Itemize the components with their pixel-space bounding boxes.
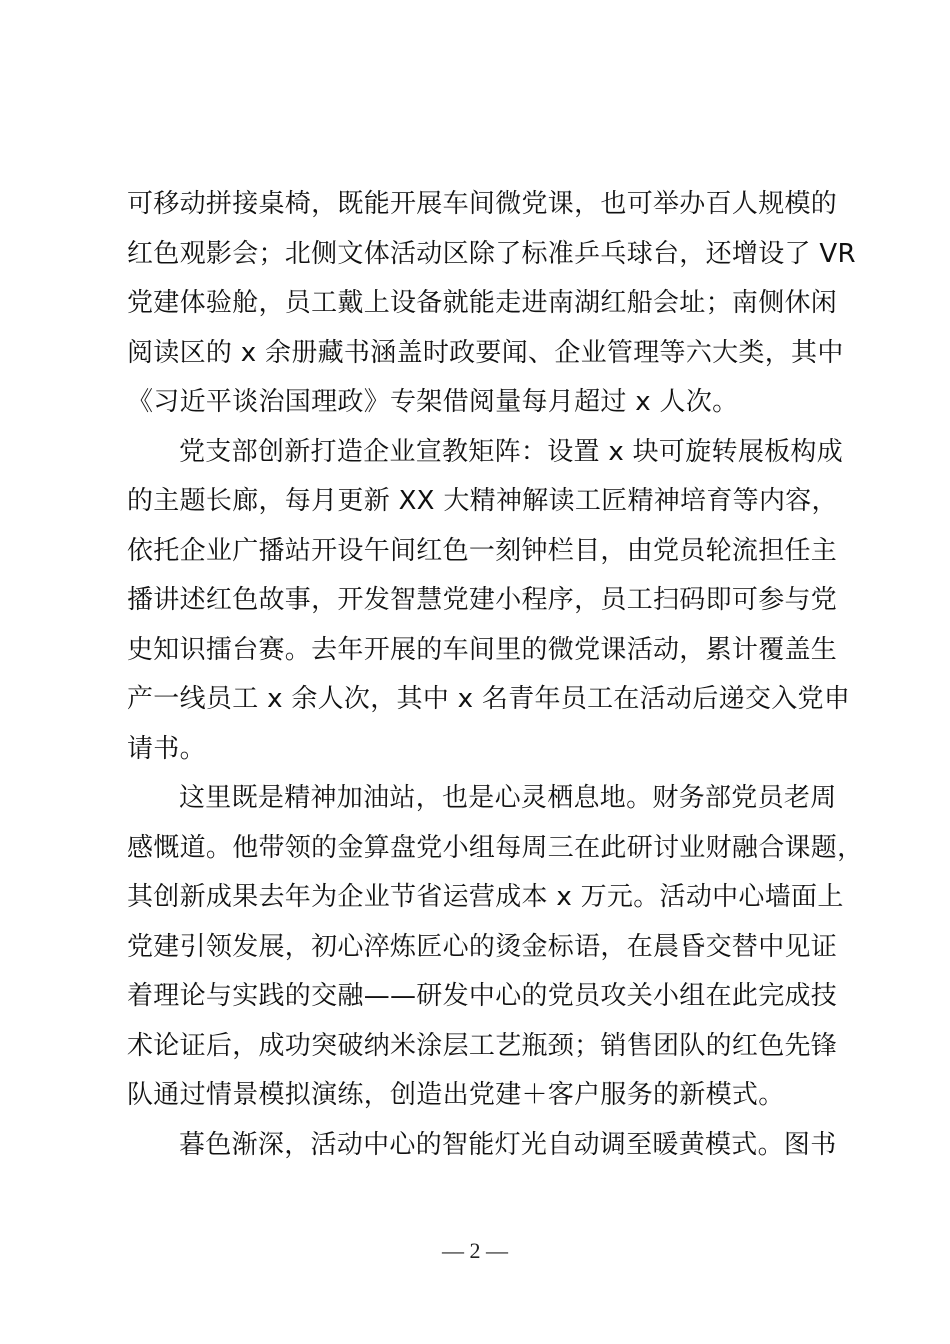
text-line: 播讲述红色故事，开发智慧党建小程序，员工扫码即可参与党 xyxy=(127,585,838,615)
text-line: 产一线员工 x 余人次，其中 x 名青年员工在活动后递交入党申 xyxy=(127,684,851,714)
text-line: 党建引领发展，初心淬炼匠心的烫金标语，在晨昏交替中见证 xyxy=(127,931,838,962)
paragraph-start-line: 这里既是精神加油站，也是心灵栖息地。财务部党员老周 xyxy=(179,783,837,813)
text-line: 可移动拼接桌椅，既能开展车间微党课，也可举办百人规模的 xyxy=(127,189,838,219)
text-line: 阅读区的 x 余册藏书涵盖时政要闻、企业管理等六大类，其中 xyxy=(127,337,844,368)
text-line: 的主题长廊，每月更新 XX 大精神解读工匠精神培育等内容， xyxy=(127,486,838,516)
body-text xyxy=(127,180,864,1170)
text-line: 感慨道。他带领的金算盘党小组每周三在此研讨业财融合课题， xyxy=(127,832,864,863)
page-number: — 2 — xyxy=(442,1238,508,1263)
text-line: 依托企业广播站开设午间红色一刻钟栏目，由党员轮流担任主 xyxy=(127,535,838,566)
text-line: 请书。 xyxy=(127,733,206,764)
text-line: 术论证后，成功突破纳米涂层工艺瓶颈；销售团队的红色先锋 xyxy=(127,1030,838,1061)
text-line: 着理论与实践的交融——研发中心的党员攻关小组在此完成技 xyxy=(127,981,838,1011)
text-line: 其创新成果去年为企业节省运营成本 x 万元。活动中心墙面上 xyxy=(127,882,844,912)
text-line: 《习近平谈治国理政》专架借阅量每月超过 x 人次。 xyxy=(127,387,739,417)
paragraph-start-line: 党支部创新打造企业宣教矩阵：设置 x 块可旋转展板构成 xyxy=(179,436,844,467)
text-line: 党建体验舱，员工戴上设备就能走进南湖红船会址；南侧休闲 xyxy=(127,288,838,318)
text-line: 队通过情景模拟演练，创造出党建＋客户服务的新模式。 xyxy=(127,1080,785,1110)
text-line: 史知识擂台赛。去年开展的车间里的微党课活动，累计覆盖生 xyxy=(127,634,838,665)
paragraph-start-line: 暮色渐深，活动中心的智能灯光自动调至暖黄模式。图书 xyxy=(179,1129,837,1160)
text-line: 红色观影会；北侧文体活动区除了标准乒乓球台，还增设了 VR xyxy=(127,238,856,269)
